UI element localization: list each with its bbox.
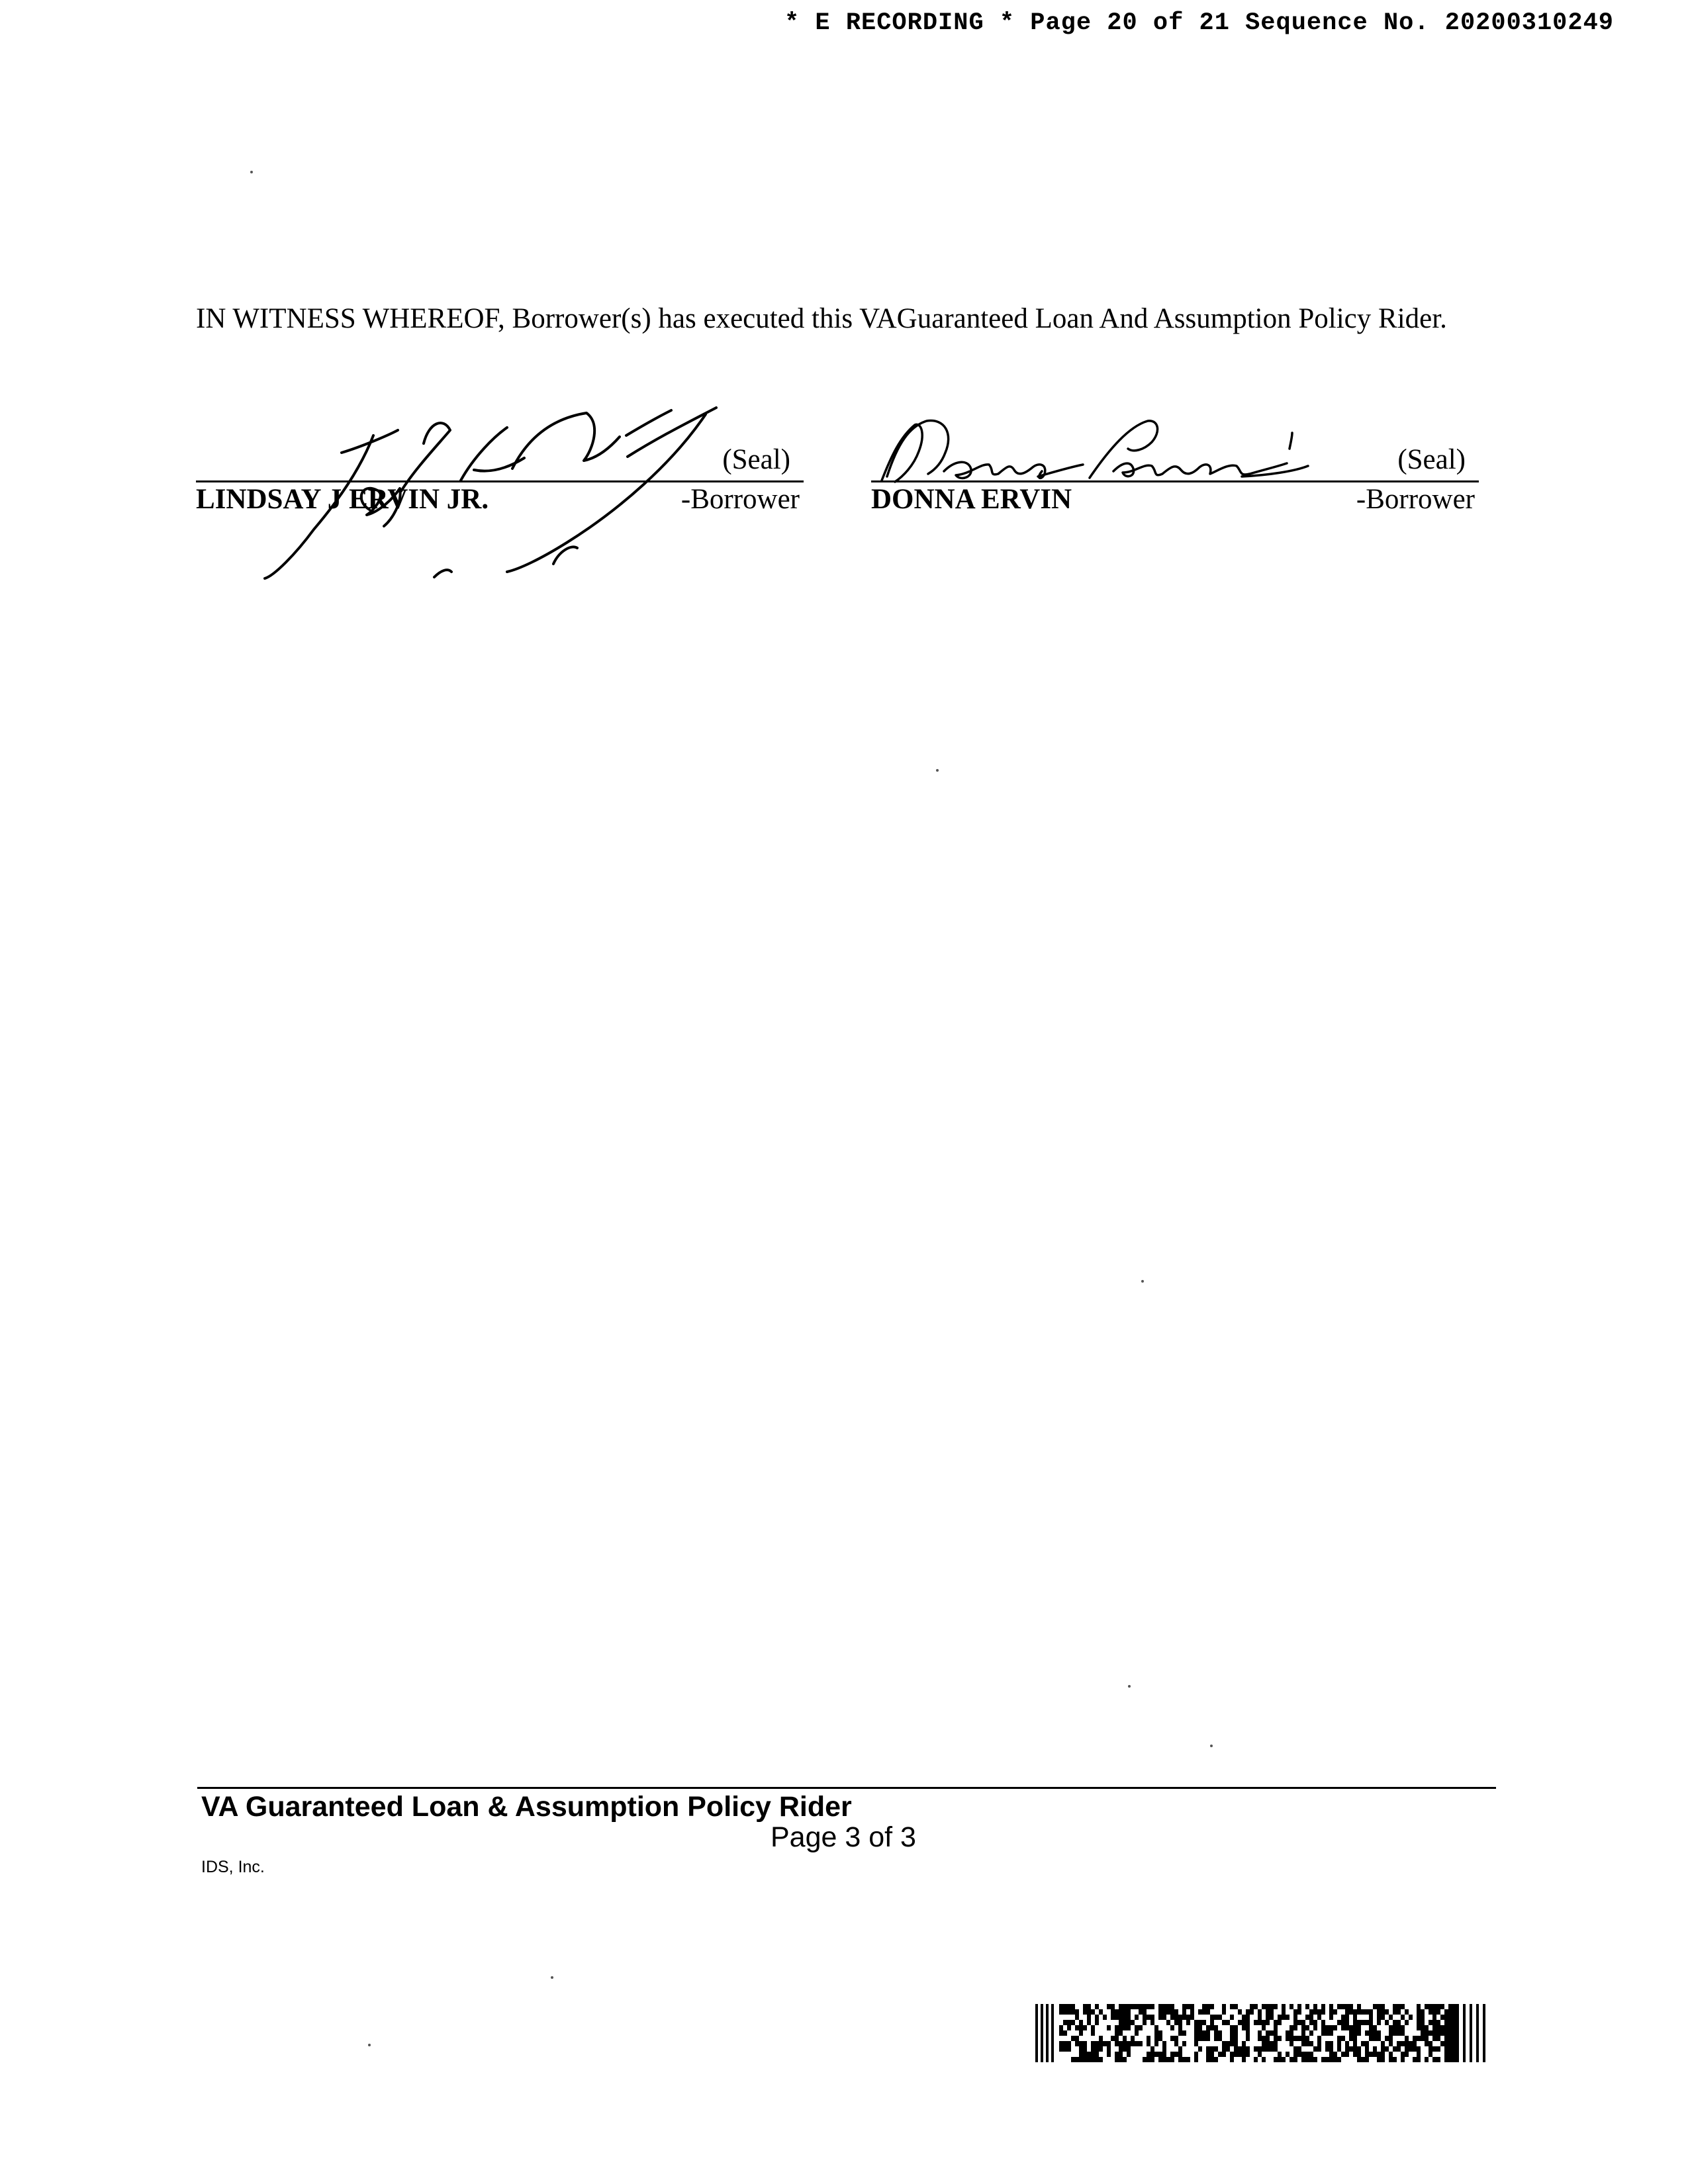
witness-paragraph: IN WITNESS WHEREOF, Borrower(s) has executed this VAGuaranteed Loan And Assumption Policy Rider.: [196, 303, 1447, 334]
scan-speck: [936, 769, 939, 772]
scan-speck: [1141, 1280, 1144, 1283]
vendor-label: IDS, Inc.: [201, 1858, 265, 1876]
recording-header: * E RECORDING * Page 20 of 21 Sequence No. 20200310249: [784, 9, 1614, 37]
borrower-role: -Borrower: [680, 484, 800, 515]
footer-divider: [197, 1787, 1496, 1789]
scan-speck: [250, 171, 253, 173]
scan-speck: [1128, 1685, 1131, 1688]
scan-speck: [1210, 1745, 1213, 1747]
scan-speck: [551, 1976, 553, 1979]
seal-label: (Seal): [722, 444, 790, 475]
page-number: Page 3 of 3: [771, 1821, 916, 1853]
form-title: VA Guaranteed Loan & Assumption Policy Rider: [201, 1791, 852, 1823]
handwritten-signature: [871, 371, 1479, 543]
signature-block-borrower-2: [871, 371, 1479, 543]
scan-speck: [368, 2044, 371, 2046]
signature-block-borrower-1: [196, 371, 804, 543]
borrower-name: LINDSAY J ERVIN JR.: [196, 484, 489, 515]
borrower-name: DONNA ERVIN: [871, 484, 1072, 515]
seal-label: (Seal): [1397, 444, 1466, 475]
borrower-role: -Borrower: [1356, 484, 1475, 515]
handwritten-signature: [196, 371, 804, 596]
barcode: [1035, 2004, 1485, 2062]
